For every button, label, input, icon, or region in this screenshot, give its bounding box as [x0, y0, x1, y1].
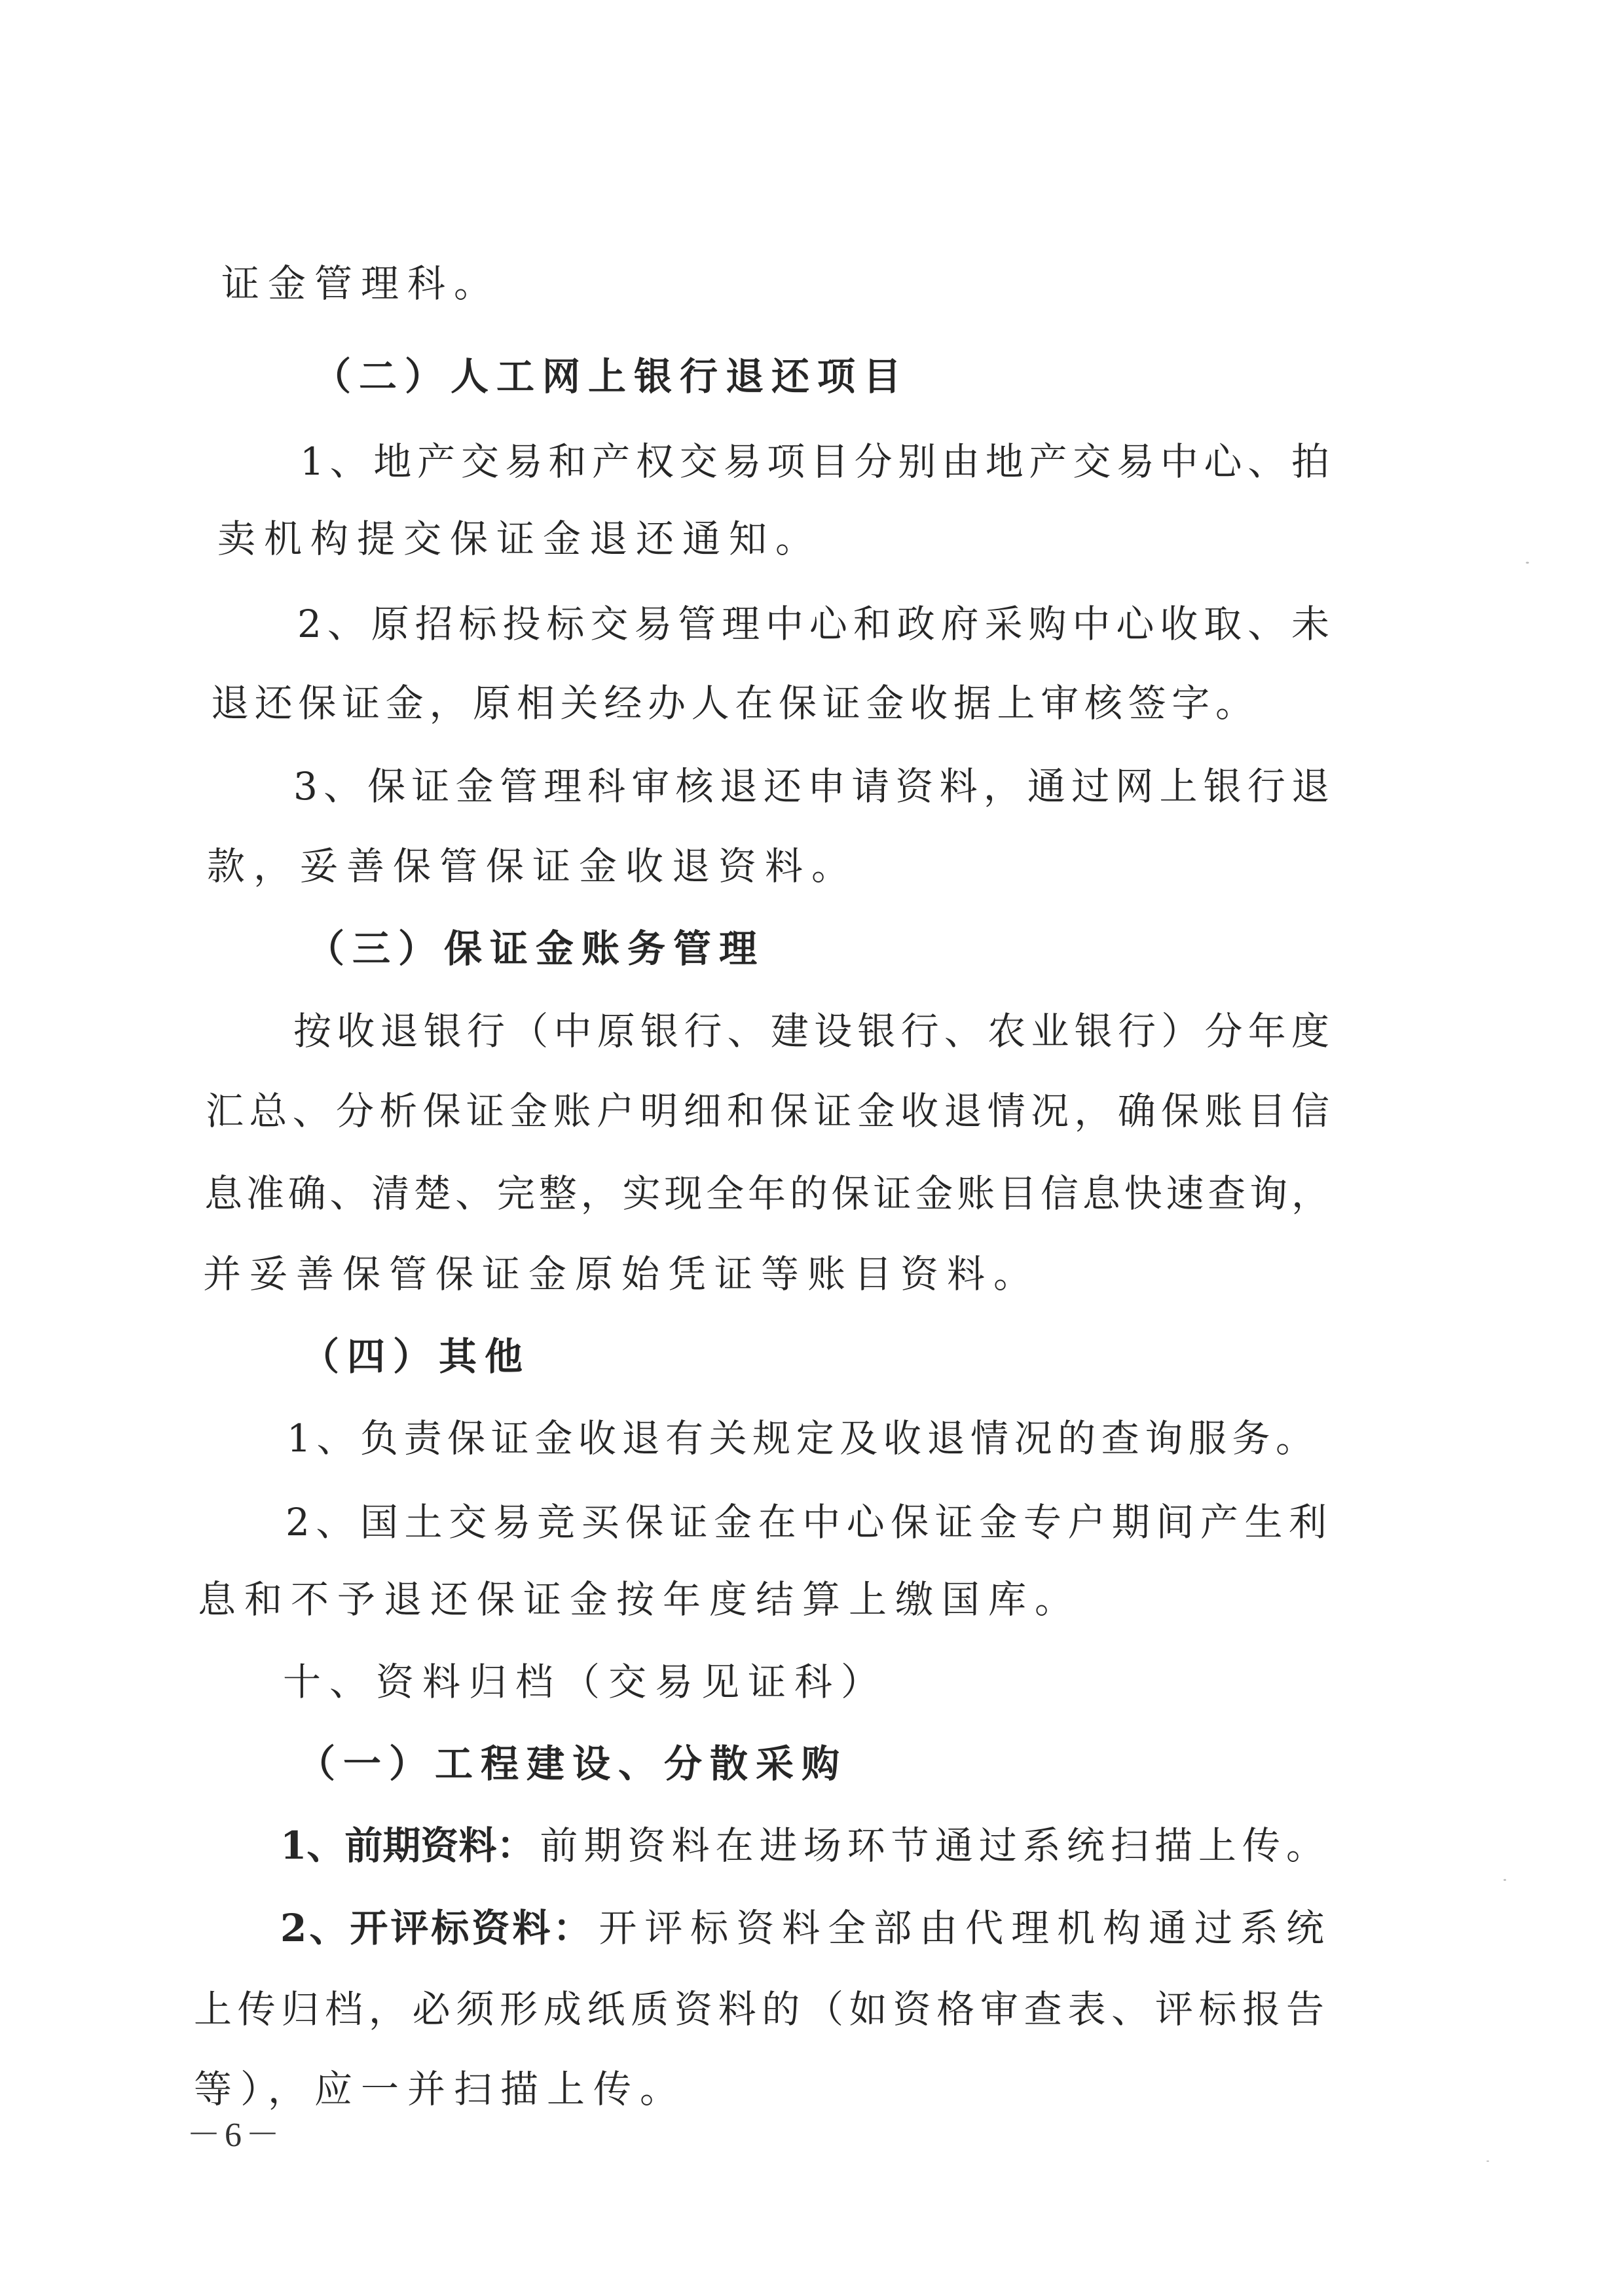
text-line: 上传归档，必须形成纸质资料的（如资格审查表、评标报告 — [194, 1987, 1324, 2032]
item-label: 1、前期资料： — [280, 1823, 535, 1868]
section-heading: （三）保证金账务管理 — [306, 926, 766, 971]
item-line — [280, 1906, 1324, 1950]
page-number: －6－ — [187, 2117, 284, 2154]
item-text-wrap — [534, 1823, 1324, 1868]
item-line — [280, 1823, 1324, 1868]
scan-speck — [1526, 562, 1529, 564]
text-line: 3、保证金管理科审核退还申请资料，通过网上银行退 — [293, 764, 1329, 809]
text-line: 1、地产交易和产权交易项目分别由地产交易中心、拍 — [300, 439, 1329, 484]
section-heading: （四）其他 — [301, 1334, 531, 1379]
text-line: 卖机构提交保证金退还通知。 — [217, 517, 822, 561]
item-text: 开评标资料全部由代理机构通过系统 — [599, 1906, 1324, 1950]
item-text: 前期资料在进场环节通过系统扫描上传。 — [540, 1823, 1324, 1868]
text-line: 按收退银行（中原银行、建设银行、农业银行）分年度 — [293, 1009, 1329, 1053]
text-line: 息和不予退还保证金按年度结算上缴国库。 — [198, 1577, 1082, 1622]
section-heading: （一）工程建设、分散采购 — [297, 1741, 848, 1786]
text-line: 等），应一并扫描上传。 — [194, 2067, 687, 2111]
text-line: 2、国土交易竞买保证金在中心保证金专户期间产生利 — [286, 1500, 1327, 1544]
section-heading: 十、资料归档（交易见证科） — [283, 1660, 888, 1704]
item-label: 2、开评标资料： — [280, 1906, 594, 1950]
text-line: 并妥善保管保证金原始凭证等账目资料。 — [203, 1252, 1041, 1296]
text-line: 1、负责保证金收退有关规定及收退情况的查询服务。 — [287, 1416, 1314, 1461]
text-line: 证金管理科。 — [221, 261, 501, 306]
section-heading: （二）人工网上银行退还项目 — [313, 354, 910, 399]
text-line: 退还保证金，原相关经办人在保证金收据上审核签字。 — [211, 681, 1253, 725]
text-line: 息准确、清楚、完整，实现全年的保证金账目信息快速查询， — [204, 1171, 1329, 1216]
scan-speck — [1486, 2160, 1489, 2162]
scan-speck — [1504, 1879, 1506, 1881]
text-line: 款，妥善保管保证金收退资料。 — [207, 844, 858, 888]
text-line: 2、原招标投标交易管理中心和政府采购中心收取、未 — [297, 602, 1329, 646]
text-line: 汇总、分析保证金账户明细和保证金收退情况，确保账目信 — [206, 1089, 1329, 1133]
